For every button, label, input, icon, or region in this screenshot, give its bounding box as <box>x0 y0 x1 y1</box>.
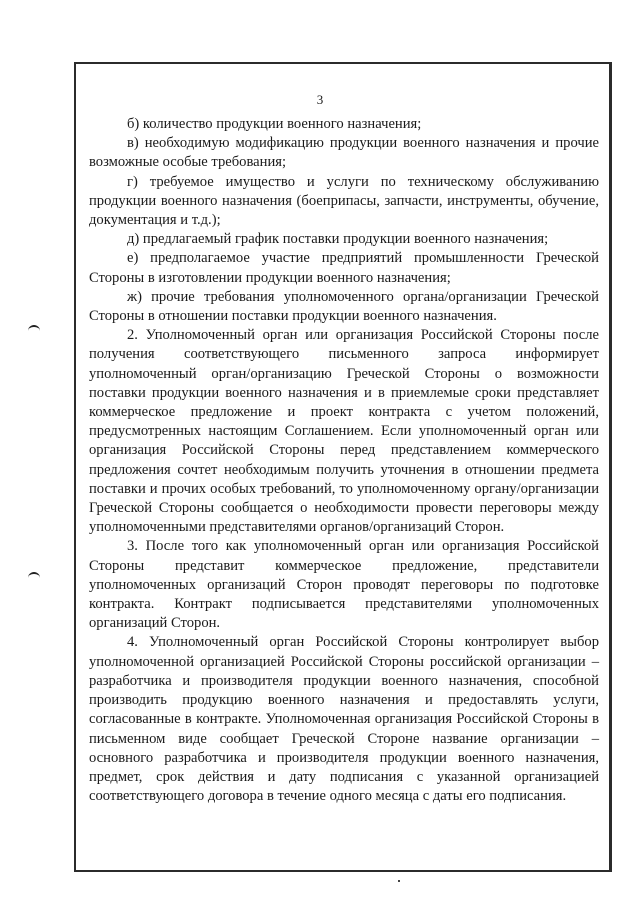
paragraph-item-d: д) предлагаемый график поставки продукции военного назначения; <box>127 231 549 248</box>
paragraph-item-g: г) требуемое имущество и услуги по техническому обслуживанию продукции военного назначения (боеприпасы, запчасти, инструменты, обучение, документация и т.д.); <box>89 173 599 229</box>
paragraph-clause-4: 4. Уполномоченный орган Российской Стороны контролирует выбор уполномоченной организацией Российской Стороны российской организации – разработчика и производителя продукции военного назначения, способной производить продукцию военного назначения и предоставлять услуги, согласованные в контракте. Уполномоченная организация Российской Стороны в письменном виде сообщает Греческой Стороне название организации – основного разработчика и производителя продукции военного назначения, предмет, срок действия и дату подписания с указанной организацией соответствующего договора в течение одного месяца с даты его подписания. <box>89 634 599 805</box>
document-body <box>89 115 599 806</box>
paragraph-clause-3: 3. После того как уполномоченный орган или организация Российской Стороны представит коммерческое предложение, представители уполномоченных организаций Сторон проводят переговоры по подготовке контракта. Контракт подписывается представителями уполномоченных организаций Сторон. <box>89 538 599 632</box>
binding-hole-mark-bottom <box>28 572 40 581</box>
page-number: 3 <box>316 92 324 107</box>
binding-hole-mark-top <box>28 325 40 334</box>
paragraph-item-zh: ж) прочие требования уполномоченного органа/организации Греческой Стороны в отношении поставки продукции военного назначения. <box>89 288 599 325</box>
paragraph-item-v: в) необходимую модификацию продукции военного назначения и прочие возможные особые требования; <box>89 135 599 171</box>
paragraph-item-e: е) предполагаемое участие предприятий промышленности Греческой Стороны в изготовлении продукции военного назначения; <box>89 250 599 286</box>
paragraph-item-b: б) количество продукции военного назначения; <box>127 116 422 132</box>
scan-speck <box>398 880 400 882</box>
paragraph-clause-2: 2. Уполномоченный орган или организация Российской Стороны после получения соответствующего письменного запроса информирует уполномоченный орган/организацию Греческой Стороны о возможности поставки продукции военного назначения и в приемлемые сроки представляет коммерческое предложение и проект контракта с учетом положений, предусмотренных настоящим Соглашением. Если уполномоченный орган или организация Российской Стороны перед представлением коммерческого предложения сочтет необходимым получить уточнения в отношении предмета поставки и прочих особых требований, то уполномоченному органу/организации Греческой Стороны сообщается о необходимости провести переговоры между уполномоченными представителями органов/организаций Сторон. <box>89 327 599 536</box>
